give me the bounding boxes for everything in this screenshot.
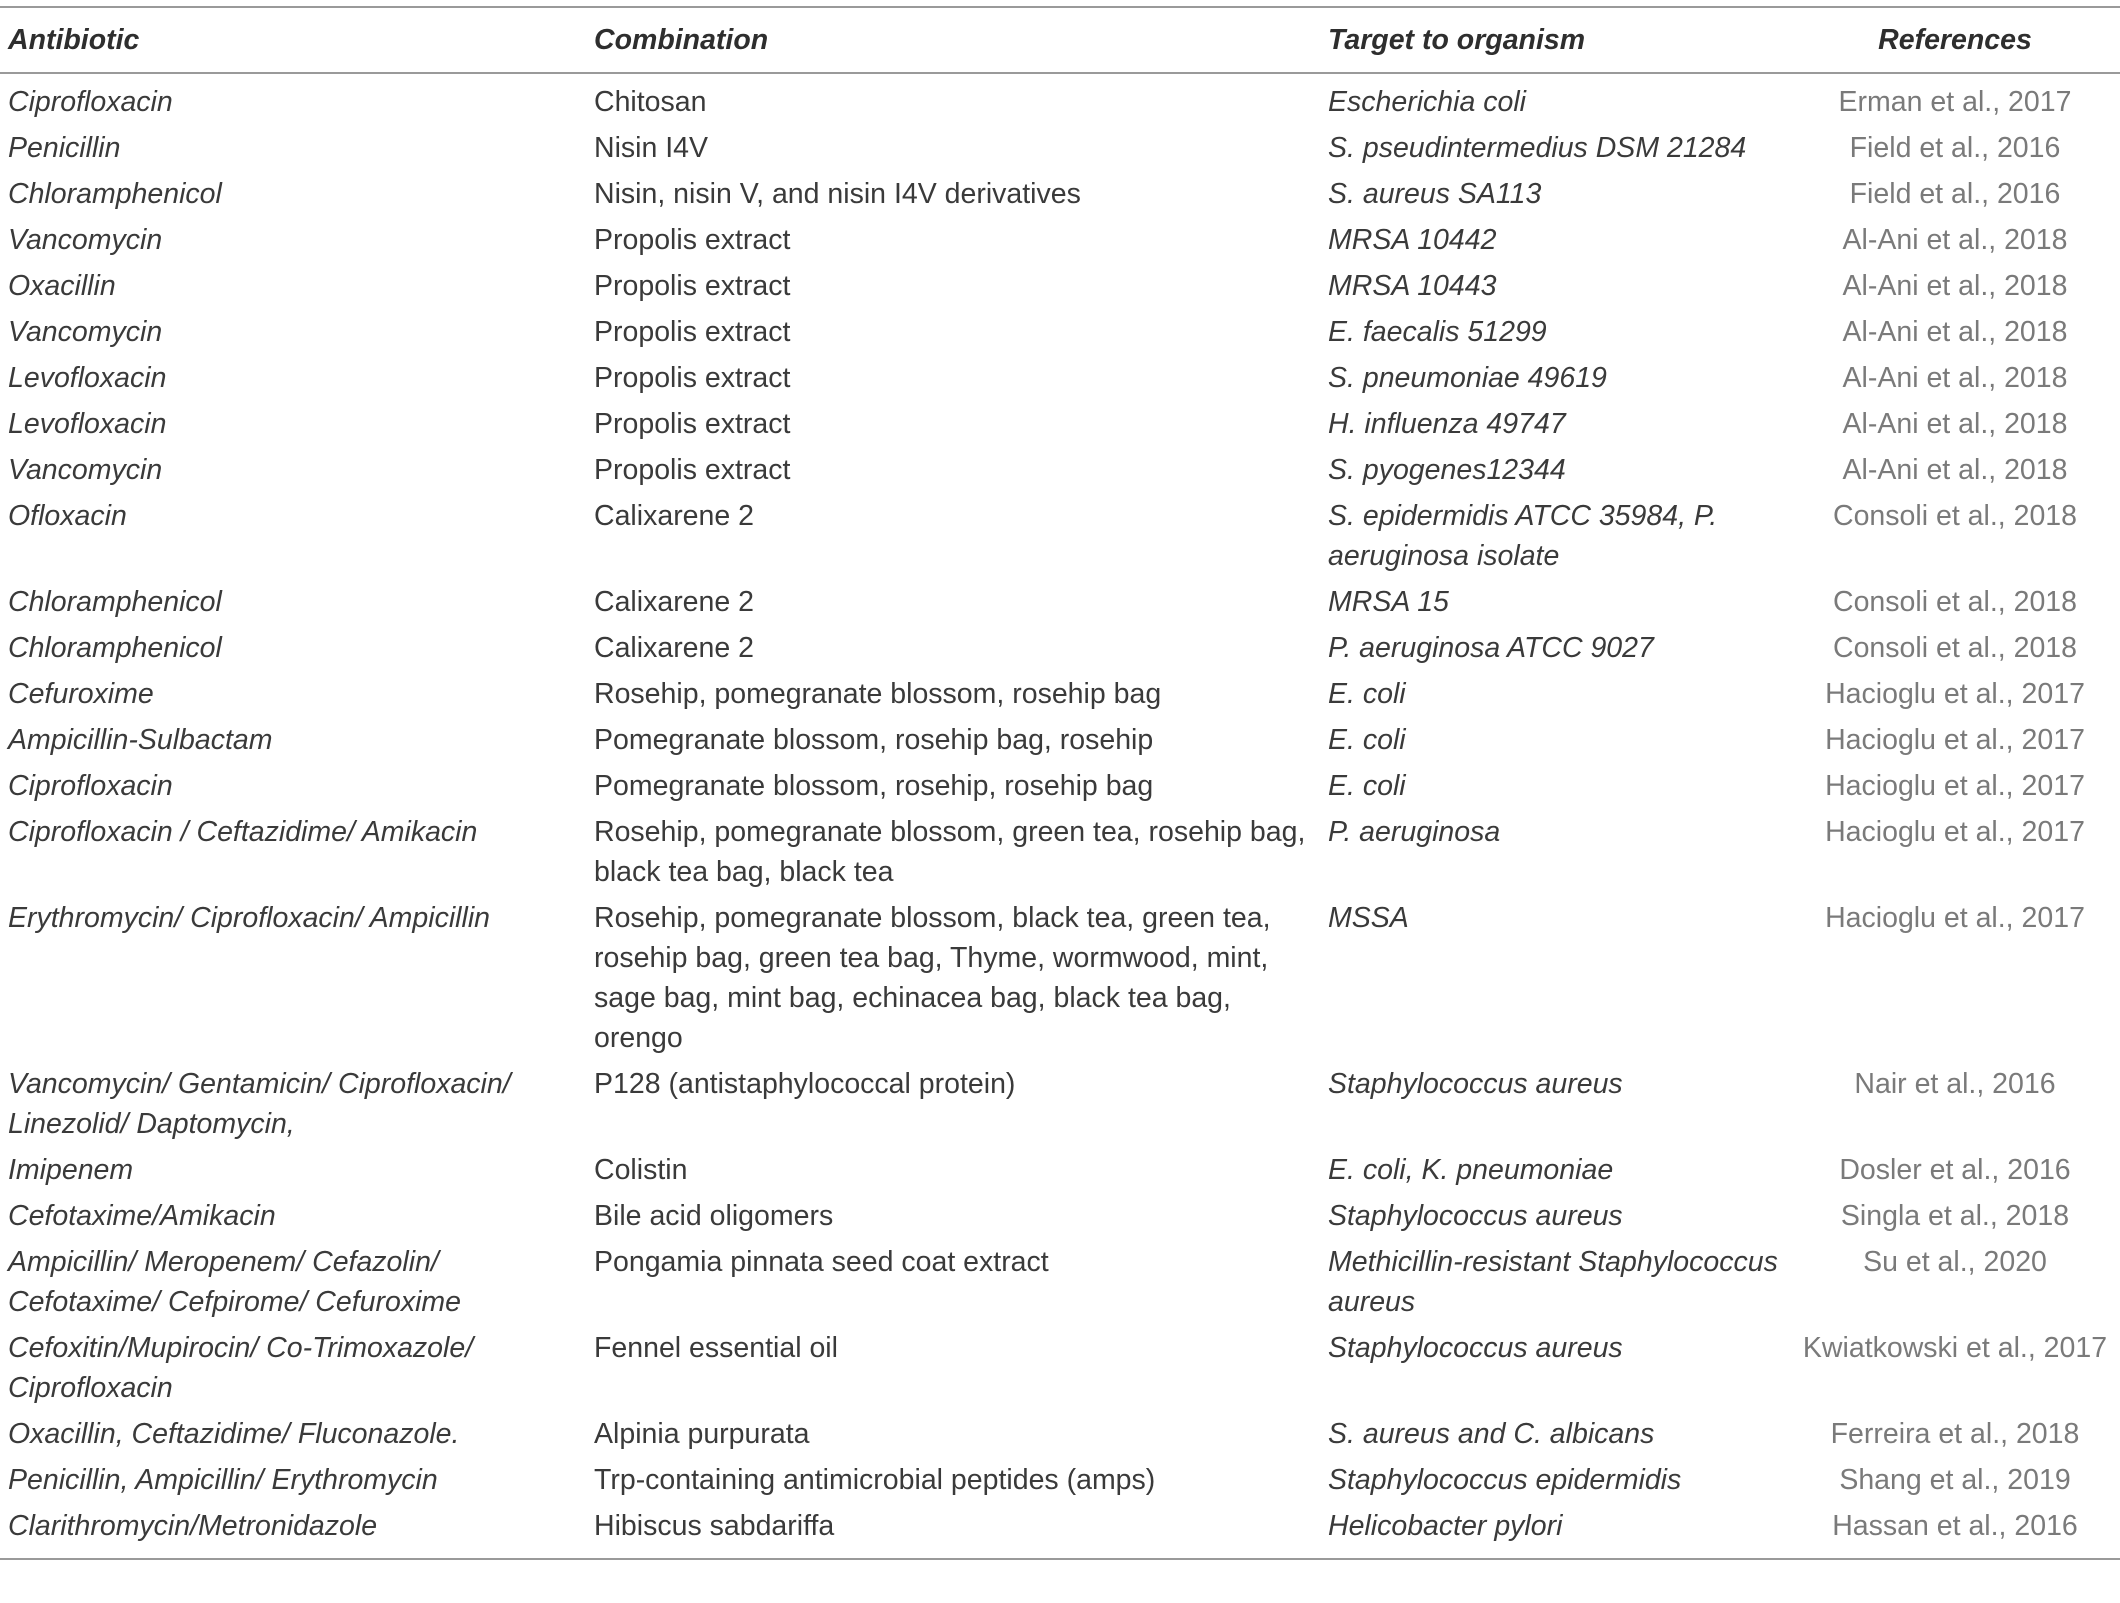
- table-row: [0, 355, 2120, 401]
- cell-combination: P128 (antistaphylococcal protein): [594, 1068, 1016, 1100]
- table-row: [0, 671, 2120, 717]
- cell-combination: Calixarene 2: [594, 500, 755, 532]
- cell-antibiotic: Oxacillin, Ceftazidime/ Fluconazole.: [8, 1418, 460, 1450]
- cell-combination: Rosehip, pomegranate blossom, green tea, rosehip bag, black tea bag, black tea: [594, 816, 1306, 888]
- cell-organism: S. epidermidis ATCC 35984, P. aeruginosa isolate: [1328, 500, 1718, 572]
- cell-organism: MRSA 10442: [1328, 224, 1497, 256]
- cell-combination: Hibiscus sabdariffa: [586, 1503, 1320, 1559]
- cell-reference: Consoli et al., 2018: [1833, 586, 2077, 618]
- cell-organism: E. coli, K. pneumoniae: [1328, 1154, 1614, 1186]
- cell-organism: MSSA: [1328, 902, 1409, 934]
- cell-combination: Calixarene 2: [594, 586, 755, 618]
- table-row: [0, 1503, 2120, 1559]
- table-row: [0, 447, 2120, 493]
- cell-organism: Staphylococcus epidermidis: [1328, 1464, 1682, 1496]
- table-row: [0, 171, 2120, 217]
- cell-reference: Al-Ani et al., 2018: [1842, 454, 2068, 486]
- cell-combination: Propolis extract: [594, 408, 791, 440]
- table-row: [0, 717, 2120, 763]
- cell-combination: Rosehip, pomegranate blossom, black tea, green tea, rosehip bag, green tea bag, Thyme, wormwood, mint, sage bag, mint bag, echinacea bag, black tea bag, orengo: [594, 902, 1271, 1054]
- cell-reference: Erman et al., 2017: [1838, 86, 2072, 118]
- table-row: [0, 493, 2120, 579]
- cell-reference: Al-Ani et al., 2018: [1842, 408, 2068, 440]
- header-antibiotic: Antibiotic: [0, 7, 586, 73]
- cell-antibiotic: Clarithromycin/Metronidazole: [0, 1503, 586, 1559]
- cell-reference: Shang et al., 2019: [1839, 1464, 2071, 1496]
- table-row: [0, 263, 2120, 309]
- cell-antibiotic: Penicillin, Ampicillin/ Erythromycin: [8, 1464, 438, 1496]
- cell-organism: P. aeruginosa: [1328, 816, 1501, 848]
- cell-reference: Ferreira et al., 2018: [1830, 1418, 2080, 1450]
- cell-antibiotic: Chloramphenicol: [8, 632, 222, 664]
- table-row: [0, 401, 2120, 447]
- table-row: [0, 625, 2120, 671]
- cell-combination: Rosehip, pomegranate blossom, rosehip bag: [594, 678, 1162, 710]
- cell-reference: Hacioglu et al., 2017: [1825, 724, 2085, 756]
- cell-organism: E. coli: [1328, 770, 1406, 802]
- table-row: [0, 1239, 2120, 1325]
- cell-antibiotic: Penicillin: [8, 132, 121, 164]
- cell-organism: Staphylococcus aureus: [1328, 1332, 1623, 1364]
- cell-organism: S. pyogenes12344: [1328, 454, 1566, 486]
- cell-reference: Al-Ani et al., 2018: [1842, 316, 2068, 348]
- cell-organism: H. influenza 49747: [1328, 408, 1566, 440]
- cell-combination: Fennel essential oil: [594, 1332, 838, 1364]
- cell-organism: Escherichia coli: [1328, 86, 1526, 118]
- table-row: [0, 895, 2120, 1061]
- table-row: [0, 1193, 2120, 1239]
- antibiotic-combination-table: [0, 6, 2120, 1560]
- table-row: [0, 1061, 2120, 1147]
- cell-combination: Pomegranate blossom, rosehip bag, rosehip: [594, 724, 1154, 756]
- cell-reference: Hacioglu et al., 2017: [1825, 902, 2085, 934]
- cell-combination: Propolis extract: [594, 270, 791, 302]
- table-row: [0, 217, 2120, 263]
- cell-reference: Al-Ani et al., 2018: [1842, 224, 2068, 256]
- cell-combination: Propolis extract: [594, 362, 791, 394]
- cell-organism: MRSA 15: [1328, 586, 1449, 618]
- table-row: [0, 1147, 2120, 1193]
- cell-antibiotic: Erythromycin/ Ciprofloxacin/ Ampicillin: [8, 902, 490, 934]
- table-row: [0, 309, 2120, 355]
- cell-organism: P. aeruginosa ATCC 9027: [1328, 632, 1654, 664]
- cell-reference: Hacioglu et al., 2017: [1825, 678, 2085, 710]
- table-row: [0, 763, 2120, 809]
- cell-antibiotic: Vancomycin: [8, 224, 163, 256]
- cell-antibiotic: Ampicillin/ Meropenem/ Cefazolin/ Cefotaxime/ Cefpirome/ Cefuroxime: [8, 1246, 461, 1318]
- cell-reference: Dosler et al., 2016: [1839, 1154, 2071, 1186]
- cell-organism: S. pseudintermedius DSM 21284: [1328, 132, 1747, 164]
- header-row: [0, 7, 2120, 73]
- table-row: [0, 1457, 2120, 1503]
- cell-reference: Hacioglu et al., 2017: [1825, 770, 2085, 802]
- table-row: [0, 579, 2120, 625]
- table-row: [0, 809, 2120, 895]
- cell-combination: Bile acid oligomers: [594, 1200, 834, 1232]
- table-body: [0, 73, 2120, 1559]
- cell-antibiotic: Ampicillin-Sulbactam: [8, 724, 273, 756]
- table-row: [0, 1325, 2120, 1411]
- table-row: [0, 125, 2120, 171]
- header-organism: Target to organism: [1320, 7, 1790, 73]
- cell-organism: MRSA 10443: [1328, 270, 1497, 302]
- cell-combination: Chitosan: [594, 86, 707, 118]
- cell-reference: Al-Ani et al., 2018: [1842, 362, 2068, 394]
- cell-antibiotic: Cefotaxime/Amikacin: [8, 1200, 276, 1232]
- cell-combination: Pomegranate blossom, rosehip, rosehip bag: [594, 770, 1154, 802]
- table-header: [0, 7, 2120, 73]
- cell-reference: Su et al., 2020: [1863, 1246, 2047, 1278]
- cell-organism: Methicillin-resistant Staphylococcus aureus: [1328, 1246, 1778, 1318]
- header-combination: Combination: [586, 7, 1320, 73]
- cell-antibiotic: Levofloxacin: [8, 408, 167, 440]
- cell-antibiotic: Ciprofloxacin: [8, 86, 173, 118]
- cell-organism: Helicobacter pylori: [1320, 1503, 1790, 1559]
- cell-reference: Nair et al., 2016: [1854, 1068, 2056, 1100]
- cell-combination: Nisin I4V: [594, 132, 709, 164]
- cell-antibiotic: Levofloxacin: [8, 362, 167, 394]
- cell-antibiotic: Cefuroxime: [8, 678, 154, 710]
- cell-combination: Nisin, nisin V, and nisin I4V derivatives: [594, 178, 1081, 210]
- header-references: References: [1790, 7, 2120, 73]
- cell-reference: Al-Ani et al., 2018: [1842, 270, 2068, 302]
- cell-combination: Alpinia purpurata: [594, 1418, 810, 1450]
- cell-organism: S. aureus and C. albicans: [1328, 1418, 1655, 1450]
- table-row: [0, 73, 2120, 125]
- cell-antibiotic: Vancomycin: [8, 316, 163, 348]
- cell-organism: E. faecalis 51299: [1328, 316, 1547, 348]
- cell-reference: Hacioglu et al., 2017: [1825, 816, 2085, 848]
- cell-organism: E. coli: [1328, 724, 1406, 756]
- cell-reference: Hassan et al., 2016: [1790, 1503, 2120, 1559]
- cell-antibiotic: Oxacillin: [8, 270, 116, 302]
- cell-reference: Consoli et al., 2018: [1833, 632, 2077, 664]
- cell-organism: Staphylococcus aureus: [1328, 1068, 1623, 1100]
- cell-antibiotic: Imipenem: [8, 1154, 134, 1186]
- cell-reference: Field et al., 2016: [1849, 178, 2061, 210]
- cell-reference: Kwiatkowski et al., 2017: [1802, 1332, 2108, 1364]
- cell-combination: Propolis extract: [594, 224, 791, 256]
- cell-antibiotic: Chloramphenicol: [8, 178, 222, 210]
- cell-reference: Field et al., 2016: [1849, 132, 2061, 164]
- cell-antibiotic: Vancomycin: [8, 454, 163, 486]
- cell-antibiotic: Ofloxacin: [8, 500, 127, 532]
- cell-antibiotic: Chloramphenicol: [8, 586, 222, 618]
- cell-organism: S. pneumoniae 49619: [1328, 362, 1607, 394]
- cell-reference: Singla et al., 2018: [1840, 1200, 2070, 1232]
- cell-antibiotic: Cefoxitin/Mupirocin/ Co-Trimoxazole/ Ciprofloxacin: [8, 1332, 474, 1404]
- table-row: [0, 1411, 2120, 1457]
- cell-antibiotic: Ciprofloxacin: [8, 770, 173, 802]
- cell-organism: S. aureus SA113: [1328, 178, 1542, 210]
- cell-organism: E. coli: [1328, 678, 1406, 710]
- cell-reference: Consoli et al., 2018: [1833, 500, 2077, 532]
- cell-combination: Calixarene 2: [594, 632, 755, 664]
- cell-antibiotic: Ciprofloxacin / Ceftazidime/ Amikacin: [8, 816, 478, 848]
- cell-combination: Propolis extract: [594, 454, 791, 486]
- cell-combination: Trp-containing antimicrobial peptides (amps): [594, 1464, 1156, 1496]
- cell-organism: Staphylococcus aureus: [1328, 1200, 1623, 1232]
- cell-combination: Propolis extract: [594, 316, 791, 348]
- cell-combination: Colistin: [594, 1154, 688, 1186]
- cell-combination: Pongamia pinnata seed coat extract: [594, 1246, 1049, 1278]
- cell-antibiotic: Vancomycin/ Gentamicin/ Ciprofloxacin/ Linezolid/ Daptomycin,: [8, 1068, 511, 1140]
